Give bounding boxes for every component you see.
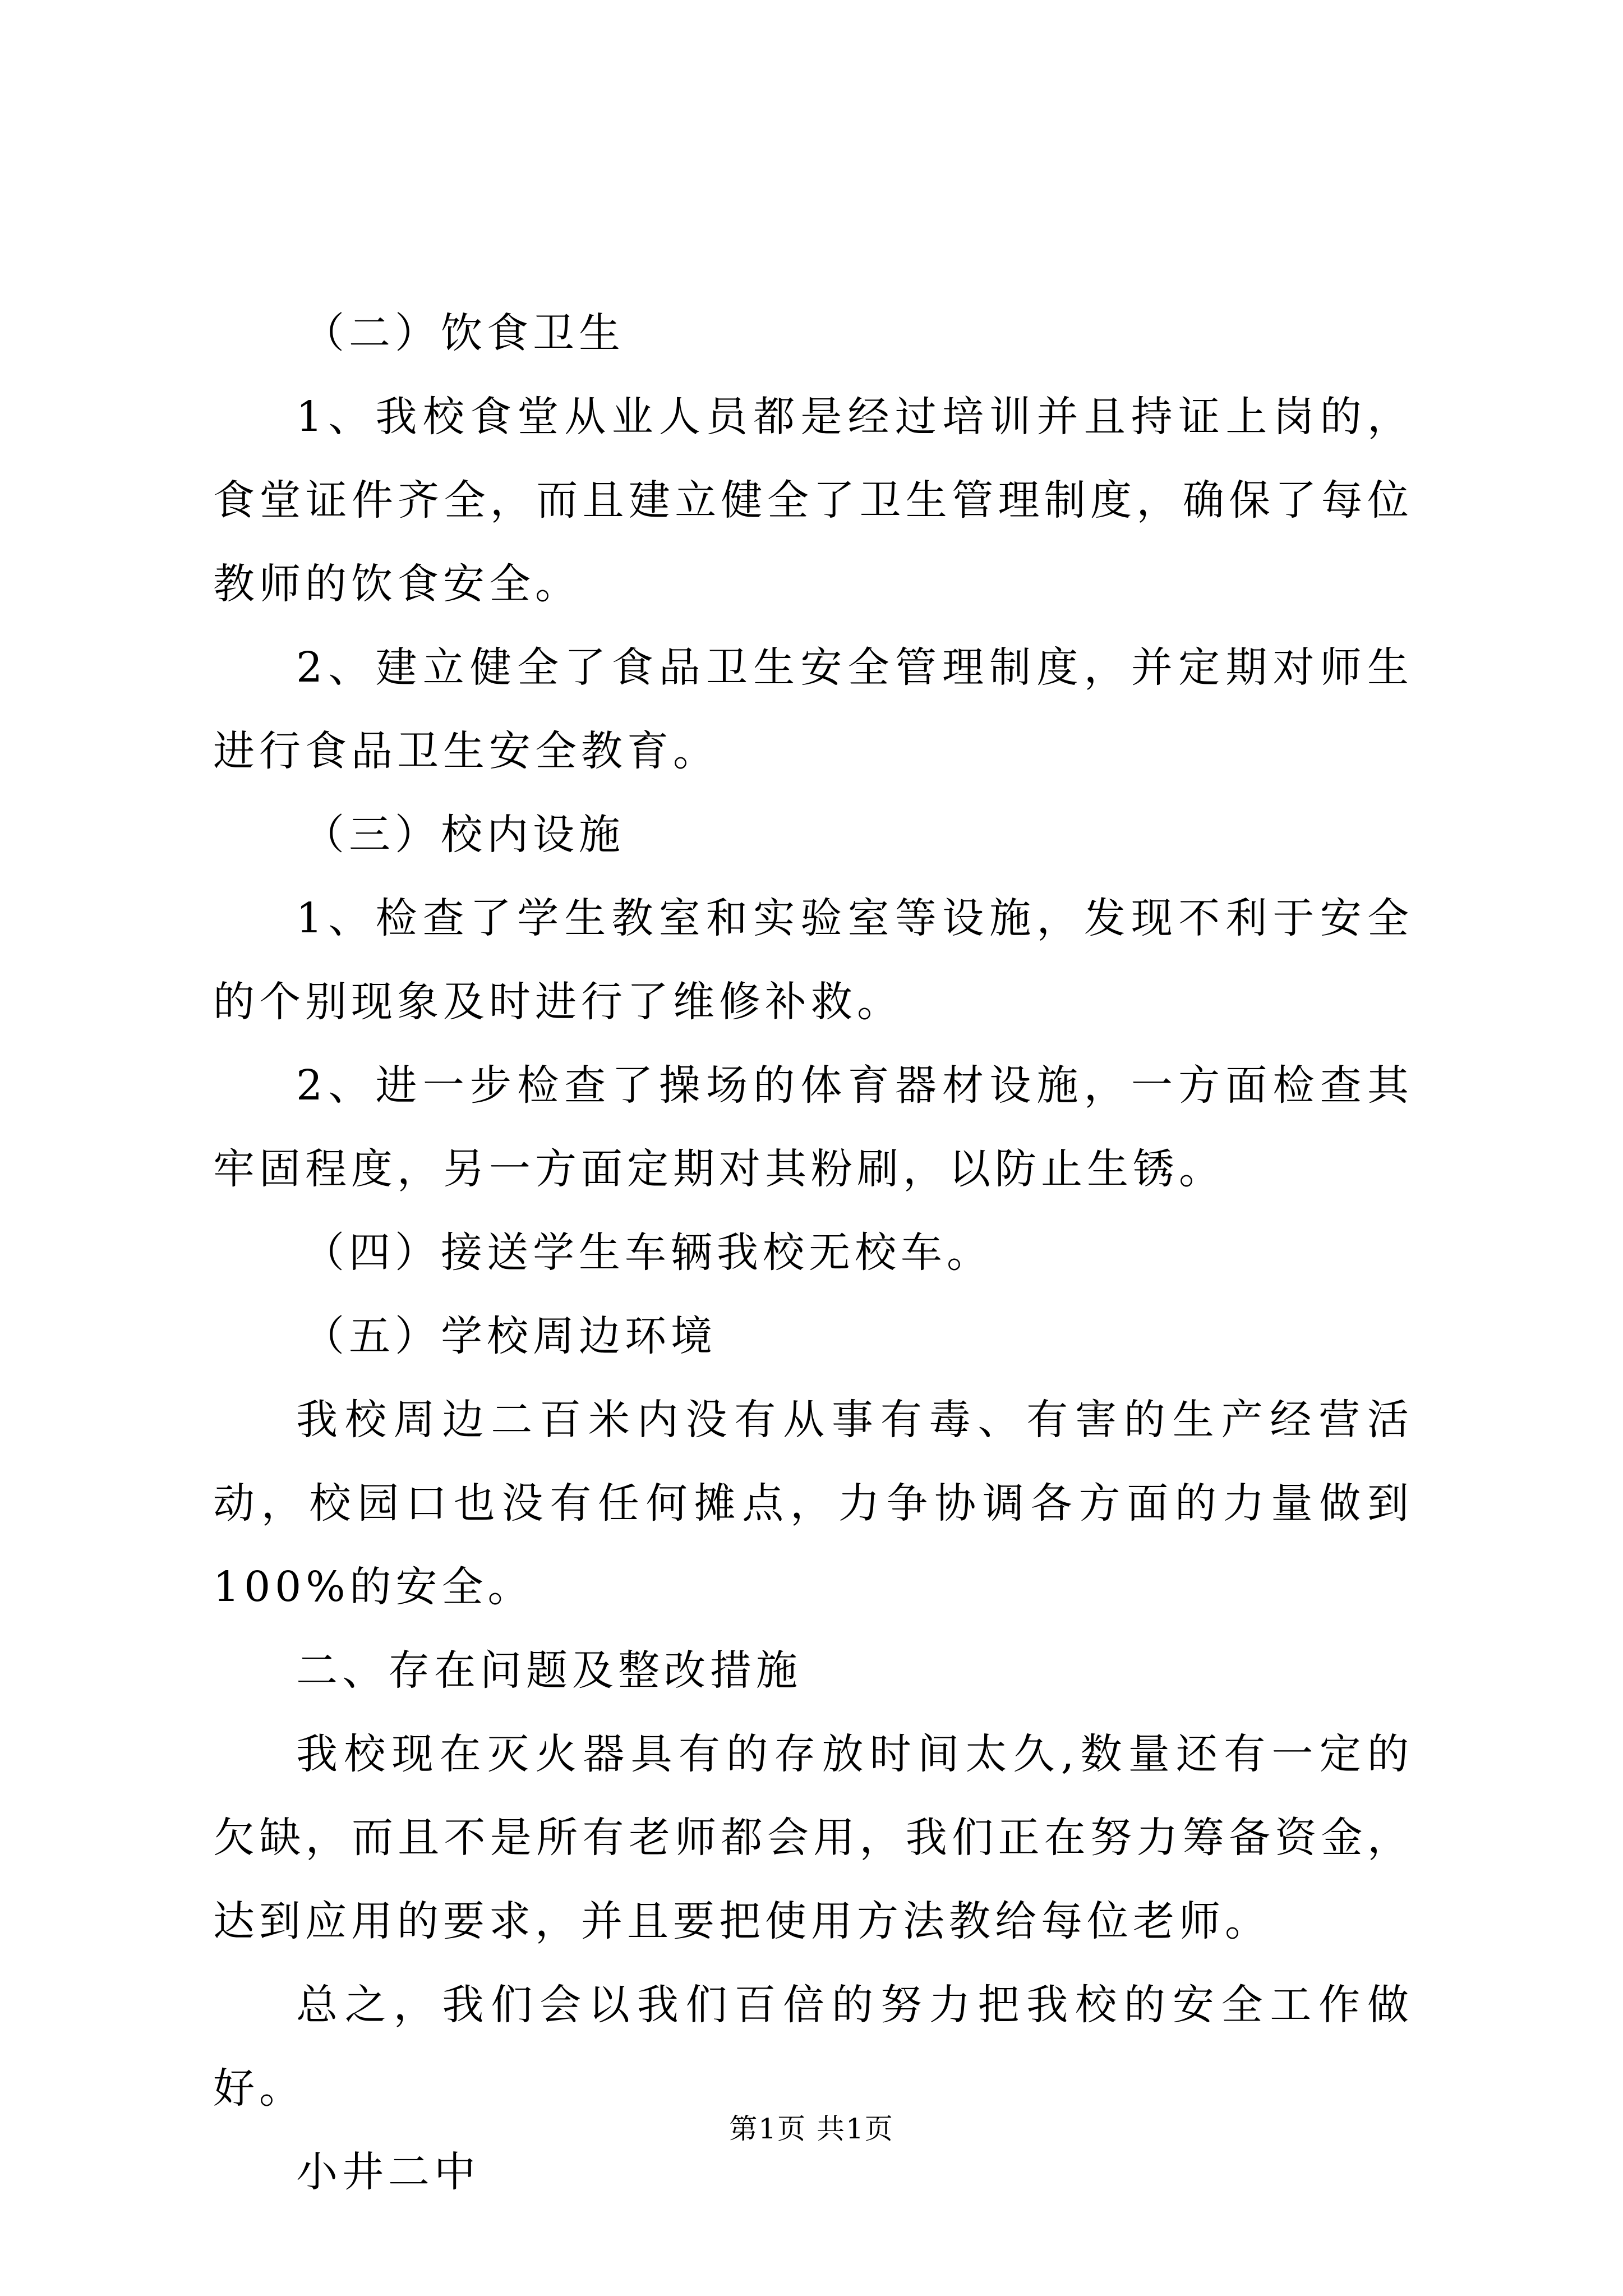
section-heading-problems: 二、存在问题及整改措施	[296, 1646, 802, 1695]
paragraph-food-safety-system: 2、建立健全了食品卫生安全管理制度，并定期对师生进行食品卫生安全教育。	[213, 643, 1413, 775]
paragraph-surroundings: 我校周边二百米内没有从事有毒、有害的生产经营活动，校园口也没有任何摊点，力争协调各方面的力量做到100%的安全。	[213, 1396, 1413, 1611]
paragraph-sports-equipment: 2、进一步检查了操场的体育器材设施，一方面检查其牢固程度，另一方面定期对其粉刷，以防止生锈。	[213, 1061, 1413, 1193]
paragraph-classroom-inspection: 1、检查了学生教室和实验室等设施，发现不利于安全的个别现象及时进行了维修补救。	[213, 894, 1413, 1026]
section-heading-school-bus: （四）接送学生车辆我校无校车。	[303, 1228, 993, 1277]
paragraph-fire-extinguishers: 我校现在灭火器具有的存放时间太久,数量还有一定的欠缺，而且不是所有老师都会用，我们正在努力筹备资金，达到应用的要求，并且要把使用方法教给每位老师。	[213, 1730, 1413, 1945]
paragraph-canteen-staff: 1、我校食堂从业人员都是经过培训并且持证上岗的，食堂证件齐全，而且建立健全了卫生管理制度，确保了每位教师的饮食安全。	[213, 393, 1413, 608]
paragraph-conclusion: 总之，我们会以我们百倍的努力把我校的安全工作做好。	[213, 1981, 1413, 2113]
section-heading-surroundings: （五）学校周边环境	[303, 1312, 717, 1360]
signature-school-name: 小井二中	[296, 2148, 480, 2196]
section-heading-diet-hygiene: （二）饮食卫生	[303, 309, 625, 357]
document-body	[213, 292, 1413, 2214]
page-footer: 第1页 共1页	[729, 2113, 894, 2145]
section-heading-campus-facilities: （三）校内设施	[303, 811, 625, 859]
